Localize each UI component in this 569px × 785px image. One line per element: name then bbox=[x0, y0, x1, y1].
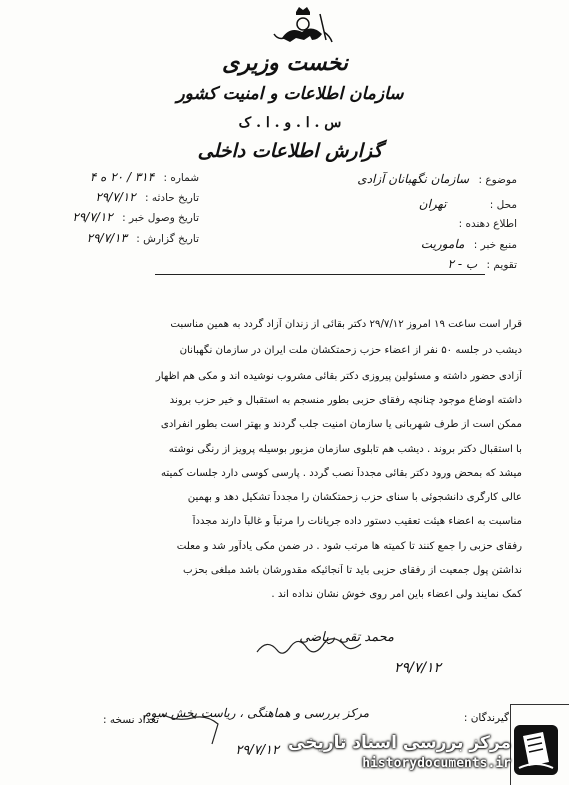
body-line: مناسبت به اعضاء هیئت تعقیب دستور داده جریانات را مرتباً و غالباً دارند مجدداً bbox=[192, 516, 522, 527]
report-date-label: تاریخ گزارش : bbox=[136, 233, 199, 245]
receipt-date-label: تاریخ وصول خبر : bbox=[122, 212, 199, 224]
place-label: محل : bbox=[489, 199, 517, 211]
body-line: کمک نمایند ولی اعضاء باین امر روی خوش نشان نداده اند . bbox=[271, 589, 522, 600]
assessment-row bbox=[447, 257, 517, 271]
copies-label: تعداد نسخه : bbox=[102, 714, 159, 726]
signature-scribble-icon bbox=[255, 636, 365, 658]
signature-date: ۲۹/۷/۱۲ bbox=[393, 660, 441, 676]
footer-date: ۲۹/۷/۱۲ bbox=[235, 743, 279, 758]
body-line: با استقبال دکتر بروند . دیشب هم تابلوی سازمان مزبور بوسیله پرویز از رنگی نوشته bbox=[168, 444, 522, 455]
organization-code: س . ا . و . ا . ک bbox=[238, 115, 342, 131]
body-line: عالی کارگری دانشجوئی با سنای حزب زحمتکشان را مجدداً تشکیل دهد و بهمین bbox=[187, 492, 522, 503]
body-line: آزادی حضور داشته و مسئولین پیروزی دکتر بقائی مشروب نوشیده اند و مکی هم اظهار bbox=[155, 371, 522, 382]
header-divider bbox=[155, 274, 485, 275]
assessment-value: ب - ۲ bbox=[447, 257, 478, 271]
distribution-label: گیرندگان : bbox=[463, 712, 509, 724]
report-date-row bbox=[87, 231, 199, 245]
subject-value: سازمان نگهبانان آزادی bbox=[357, 172, 470, 186]
number-value: ۳۱۴ / ۲۰ ه ۴ bbox=[89, 170, 155, 184]
origin-label: منبع خبر : bbox=[473, 239, 517, 251]
origin-value: ماموریت bbox=[420, 237, 465, 251]
assessment-label: تقویم : bbox=[486, 259, 517, 271]
receipt-date-row bbox=[72, 210, 199, 224]
subject-row bbox=[357, 172, 517, 186]
watermark-text: مرکز بررسی اسناد تاریخی bbox=[288, 733, 511, 753]
ministry-title: نخست وزیری bbox=[222, 50, 348, 76]
signature-name: محمد تقی ریاضی bbox=[299, 630, 394, 645]
watermark-url: historydocuments.ir bbox=[362, 756, 511, 771]
report-date-value: ۲۹/۷/۱۳ bbox=[86, 231, 127, 245]
body-line: میشد که بمحض ورود دکتر بقائی مجدداً نصب گردد . پارسی کوسی دارد جلسات کمیته bbox=[160, 468, 522, 479]
source-row bbox=[453, 216, 517, 230]
event-date-row bbox=[95, 190, 199, 204]
handwritten-annotation-icon bbox=[160, 708, 230, 748]
number-label: شماره : bbox=[163, 172, 199, 184]
receipt-date-value: ۲۹/۷/۱۲ bbox=[72, 210, 113, 224]
place-value: تهران bbox=[418, 197, 447, 211]
body-line: ممکن است از طرف شهربانی یا سازمان امنیت جلب گردند و بهتر است بطور انفرادی bbox=[160, 419, 522, 430]
event-date-value: ۲۹/۷/۱۲ bbox=[95, 190, 136, 204]
source-label: اطلاع دهنده : bbox=[458, 218, 517, 230]
event-date-label: تاریخ حادثه : bbox=[144, 192, 199, 204]
origin-row bbox=[421, 237, 517, 251]
body-line: دیشب در جلسه ۵۰ نفر از اعضاء حزب زحمتکشان ملت ایران در سازمان نگهبانان bbox=[179, 345, 522, 356]
archive-logo-icon bbox=[511, 722, 561, 778]
distribution-note: مرکز بررسی و هماهنگی ، ریاست بخش سوم bbox=[143, 706, 369, 720]
organization-name: سازمان اطلاعات و امنیت کشور bbox=[176, 84, 404, 104]
subject-label: موضوع : bbox=[478, 174, 517, 186]
body-line: نداشتن پول جمعیت از رفقای حزبی باید تا آنجائیکه مقدورشان باشد مبلغی بحزب bbox=[182, 565, 522, 576]
body-line: رفقای حزبی را جمع کنند تا کمیته ها مرتب شود . در ضمن مکی یادآور شد و معلت bbox=[176, 541, 522, 552]
place-row bbox=[419, 197, 517, 211]
body-line: داشته اوضاع موجود چنانچه رفقای حزبی بطور منسجم به استقبال و خیر حزب بروند bbox=[169, 395, 522, 406]
report-title: گزارش اطلاعات داخلی bbox=[197, 140, 383, 162]
number-row bbox=[90, 170, 199, 184]
body-line: قرار است ساعت ۱۹ امروز ۲۹/۷/۱۲ دکتر بقائی از زندان آزاد گردد به همین مناسبت bbox=[170, 319, 522, 330]
lion-and-sun-emblem-icon bbox=[268, 4, 338, 48]
